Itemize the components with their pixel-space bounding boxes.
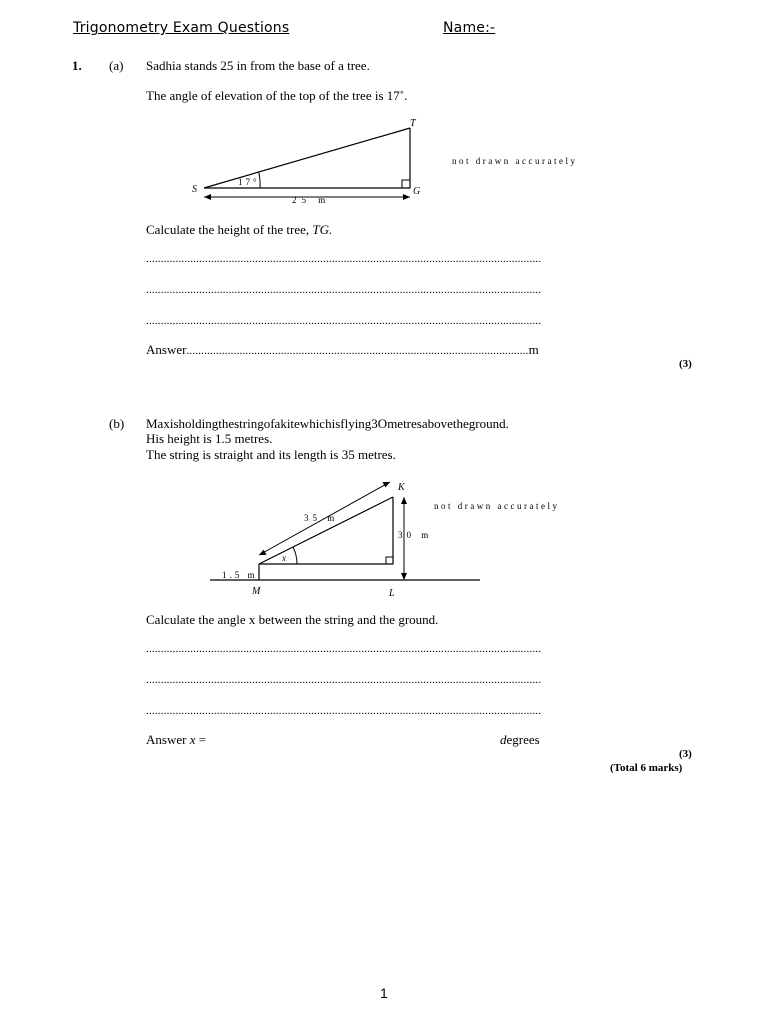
answer-b [146, 732, 206, 748]
part-a-prompt [146, 222, 332, 238]
page-number: 1 [380, 985, 388, 1001]
base-label: 25 m [292, 195, 331, 205]
not-accurate-note: not drawn accurately [452, 156, 578, 166]
part-b-line-1: Maxisholdingthestringofakitewhichisflying3Ometresabovetheground. [146, 416, 509, 431]
label-l: L [389, 588, 395, 599]
angle-label: 17° [238, 177, 260, 187]
page-title: Trigonometry Exam Questions [73, 20, 290, 36]
part-a-prompt-var: TG. [312, 222, 333, 237]
working-line-b2: ...................................................................................................................................... [146, 674, 542, 686]
answer-a [146, 342, 539, 358]
marks-a: (3) [679, 358, 692, 370]
answer-b-label: Answer [146, 732, 190, 747]
height-label: 30 m [398, 530, 433, 540]
label-s: S [192, 184, 197, 195]
working-line-b1: ...................................................................................................................................... [146, 643, 542, 655]
label-k: K [398, 482, 405, 493]
working-line-a1: ...................................................................................................................................... [146, 253, 542, 265]
answer-b-unit [500, 732, 540, 748]
part-a-label: (a) [109, 58, 124, 73]
answer-b-unit-d: d [500, 732, 507, 747]
label-m: M [252, 586, 261, 597]
answer-b-var: x [189, 732, 196, 747]
answer-b-unit-rest: egrees [506, 732, 540, 747]
answer-b-eq: = [195, 732, 207, 747]
part-a-line-2: The angle of elevation of the top of the tree is 17˚. [146, 88, 408, 103]
tree-diagram [180, 112, 600, 212]
question-number: 1. [72, 58, 82, 73]
marks-b: (3) [679, 748, 692, 760]
part-a-line-1: Sadhia stands 25 in from the base of a tree. [146, 58, 370, 73]
part-b-line-3: The string is straight and its length is 35 metres. [146, 447, 396, 462]
not-accurate-note-b: not drawn accurately [434, 501, 560, 511]
part-a-prompt-text: Calculate the height of the tree, [146, 222, 313, 237]
answer-a-dots: .................................................................................................................... [186, 345, 529, 357]
label-g: G [413, 186, 421, 197]
angle-x-label: x [282, 553, 286, 563]
part-b-prompt: Calculate the angle x between the string and the ground. [146, 612, 439, 627]
total-marks: (Total 6 marks) [610, 762, 683, 774]
answer-a-label: Answer [146, 342, 187, 357]
name-label: Name:- [443, 20, 496, 36]
man-height-label: 1.5 m [222, 570, 258, 580]
answer-a-unit: m [528, 342, 539, 357]
working-line-b3: ...................................................................................................................................... [146, 705, 542, 717]
part-b-label: (b) [109, 416, 125, 431]
part-b-line-2: His height is 1.5 metres. [146, 431, 273, 446]
kite-diagram [200, 475, 580, 600]
label-t: T [410, 118, 416, 129]
working-line-a2: ...................................................................................................................................... [146, 284, 542, 296]
string-length-label: 35 m [304, 513, 339, 523]
working-line-a3: ...................................................................................................................................... [146, 315, 542, 327]
